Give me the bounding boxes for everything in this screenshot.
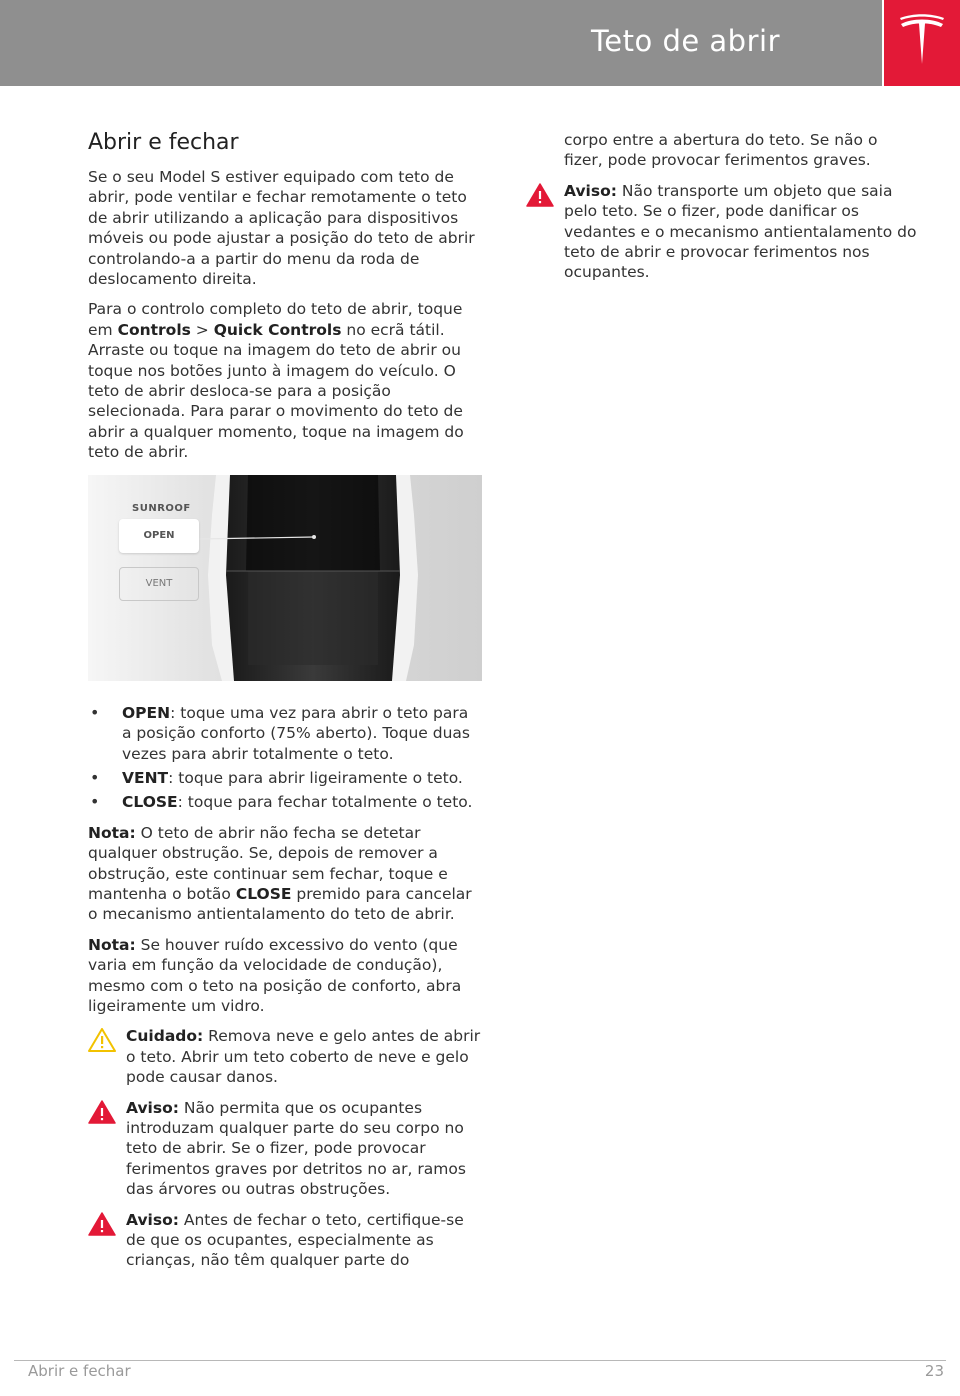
- right-column: [526, 130, 920, 293]
- controls-paragraph-a: Para o controlo completo do teto de abrir, toque em: [88, 300, 463, 339]
- brand-logo: [884, 0, 960, 86]
- list-item: [88, 768, 482, 788]
- open-button[interactable]: OPEN: [119, 519, 199, 553]
- note-wind-noise: [88, 935, 482, 1017]
- intro-paragraph: Se o seu Model S estiver equipado com teto de abrir, pode ventilar e fechar remotamente o teto de abrir utilizando a aplicação para dispositivos móveis ou pode ajustar a posição do teto de abrir controlando-a a partir do menu da roda de deslocamento direita.: [88, 168, 475, 289]
- warning-block: [88, 1098, 482, 1200]
- bullet-icon: •: [90, 792, 100, 812]
- tesla-t-logo-icon: [898, 14, 946, 70]
- section-title: Abrir e fechar: [88, 130, 239, 155]
- page-number: 23: [924, 1362, 944, 1380]
- list-item: [88, 792, 482, 812]
- controls-key: Controls: [117, 320, 191, 339]
- sunroof-figure: [88, 475, 482, 681]
- list-item-key: CLOSE: [122, 793, 178, 812]
- caution-label: Cuidado:: [126, 1027, 204, 1046]
- caution-triangle-icon: [88, 1028, 116, 1052]
- list-item-key: VENT: [122, 768, 169, 787]
- warning-text: Não permita que os ocupantes introduzam qualquer parte do seu corpo no teto de abrir. Se o fizer, pode provocar ferimentos graves por detritos no ar, ramos das árvores ou outras obstruções.: [126, 1098, 466, 1199]
- warning-text: Antes de fechar o teto, certifique-se de que os ocupantes, especialmente as crianças, não têm qualquer parte do: [126, 1210, 464, 1270]
- warning-block: [88, 1210, 482, 1271]
- bullet-icon: •: [90, 702, 100, 722]
- list-item: [88, 703, 482, 764]
- footer-section: Abrir e fechar: [28, 1362, 131, 1380]
- list-item-text: : toque uma vez para abrir o teto para a posição conforto (75% aberto). Toque duas vezes para abrir totalmente o teto.: [122, 703, 471, 763]
- warning-triangle-icon: [88, 1212, 116, 1236]
- caution-block: [88, 1026, 482, 1087]
- note-obstruction: [88, 823, 482, 925]
- warning-text: Não transporte um objeto que saia pelo teto. Se o fizer, pode danificar os vedantes e o mecanismo antientalamento do teto de abrir e provocar ferimentos nos ocupantes.: [564, 181, 917, 282]
- warning-continuation: [526, 130, 920, 171]
- caution-text: Remova neve e gelo antes de abrir o teto. Abrir um teto coberto de neve e gelo pode causar danos.: [126, 1027, 481, 1087]
- header-bar: [0, 0, 882, 86]
- controls-paragraph: [88, 299, 482, 462]
- left-column: [88, 130, 482, 1281]
- note-text-a: O teto de abrir não fecha se detetar qualquer obstrução. Se, depois de remover a obstrução, este continuar sem fechar, toque e mantenha o botão: [88, 823, 448, 903]
- note-text-b: premido para cancelar o mecanismo antientalamento do teto de abrir.: [88, 884, 472, 924]
- sunroof-label: SUNROOF: [132, 502, 191, 514]
- warning-label: Aviso:: [126, 1098, 179, 1117]
- warning-label: Aviso:: [564, 181, 617, 200]
- bullet-icon: •: [90, 767, 100, 787]
- note-text: Se houver ruído excessivo do vento (que varia em função da velocidade de condução), mesmo com o teto na posição de conforto, abra ligeiramente um vidro.: [88, 935, 462, 1015]
- note-label: Nota:: [88, 935, 136, 954]
- footer-divider: [14, 1360, 946, 1361]
- list-item-text: : toque para fechar totalmente o teto.: [177, 793, 473, 812]
- list-item-text: : toque para abrir ligeiramente o teto.: [168, 768, 463, 787]
- button-list: [88, 703, 482, 813]
- page-title: Teto de abrir: [590, 24, 780, 58]
- list-item-key: OPEN: [122, 703, 171, 722]
- note-label: Nota:: [88, 823, 136, 842]
- warning-continuation-text: corpo entre a abertura do teto. Se não o fizer, pode provocar ferimentos graves.: [564, 131, 878, 170]
- note-key: CLOSE: [235, 884, 292, 903]
- warning-triangle-icon: [526, 183, 554, 207]
- controls-paragraph-b: no ecrã tátil. Arraste ou toque na imagem do teto de abrir ou toque nos botões junto à imagem do veículo. O teto de abrir desloca-se para a posição selecionada. Para parar o movimento do teto de abrir a qualquer momento, toque na imagem do teto de abrir.: [88, 320, 464, 462]
- controls-separator: >: [190, 320, 214, 339]
- quick-controls-key: Quick Controls: [213, 320, 342, 339]
- warning-label: Aviso:: [126, 1210, 179, 1229]
- vent-button[interactable]: VENT: [119, 567, 199, 601]
- warning-block: [526, 181, 920, 283]
- warning-triangle-icon: [88, 1100, 116, 1124]
